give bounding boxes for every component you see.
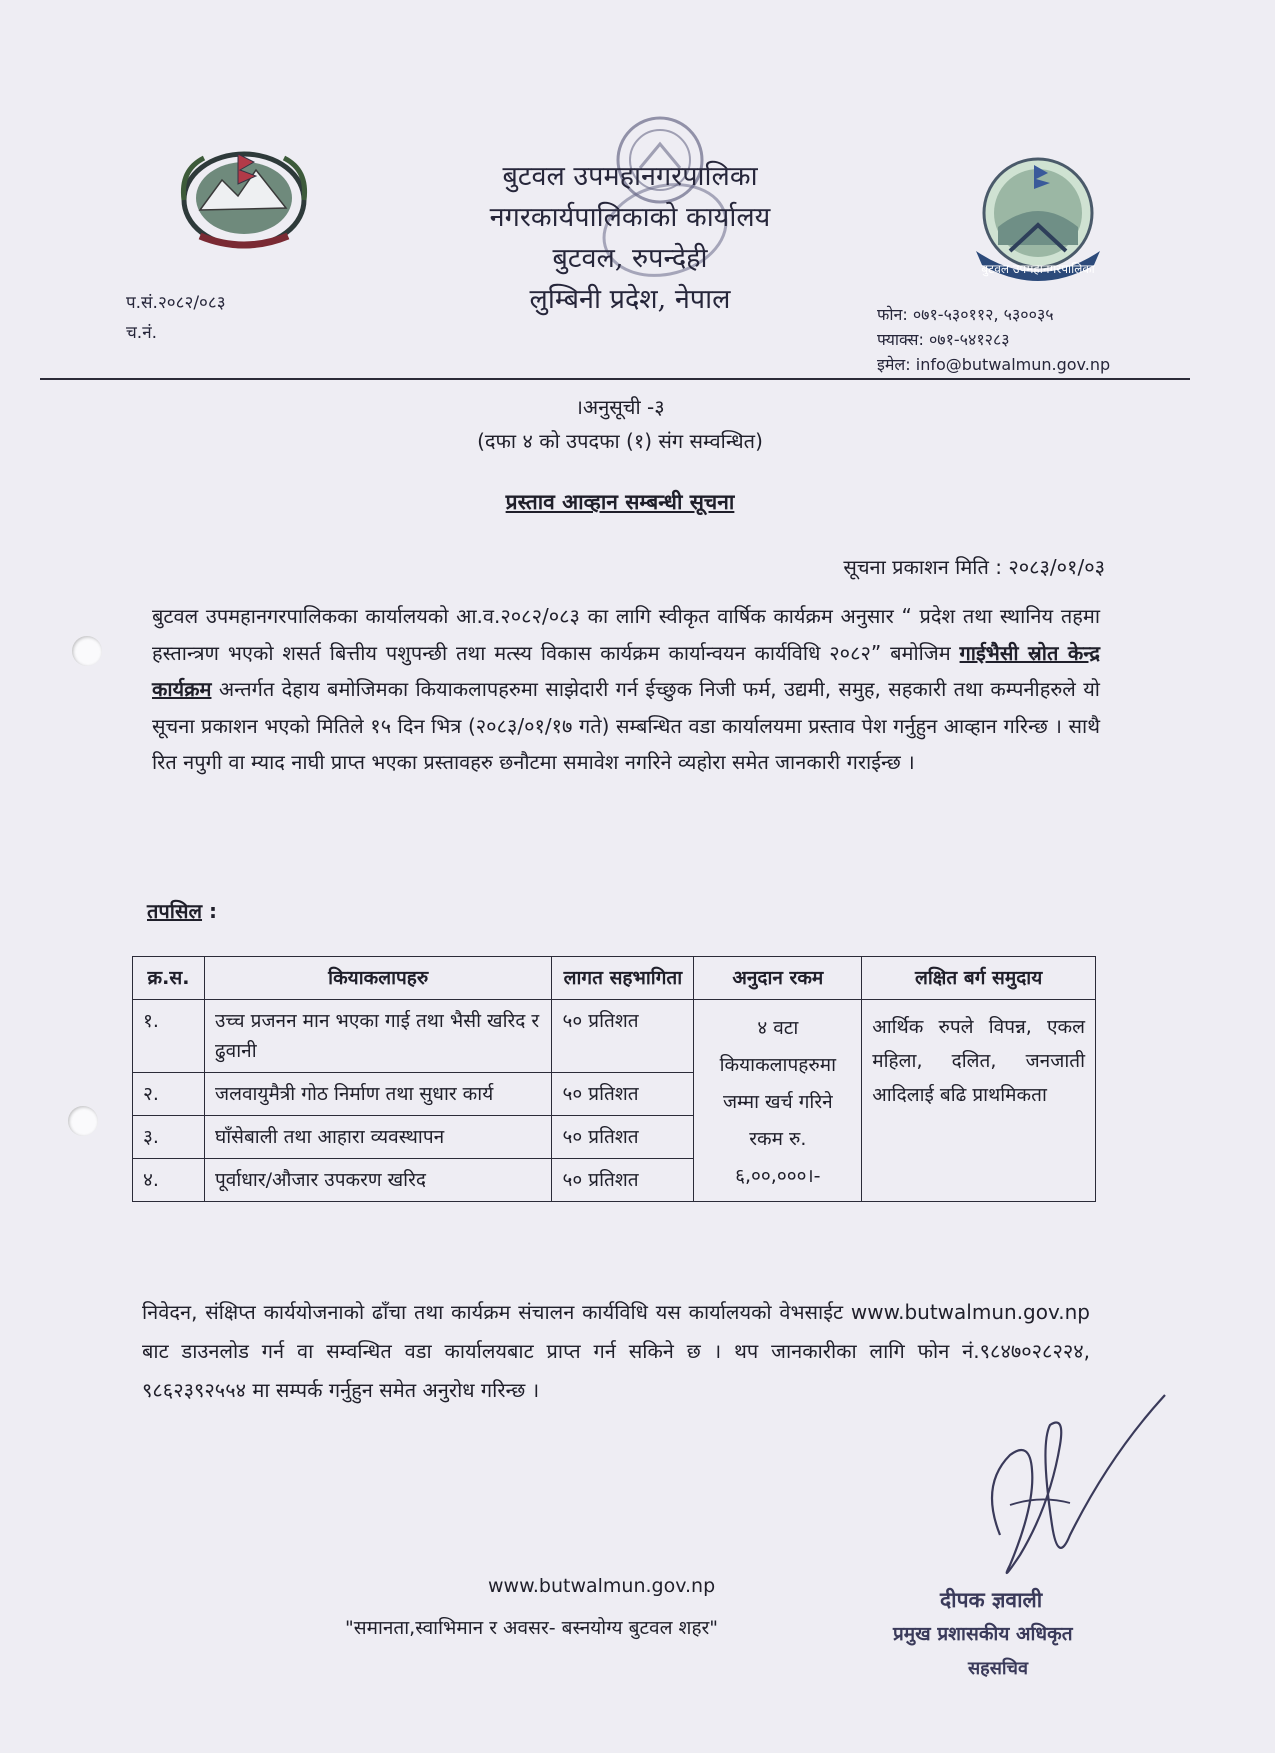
row-activity: घाँसेबाली तथा आहारा व्यवस्थापन [204, 1116, 551, 1159]
org-line-2: नगरकार्यपालिकाको कार्यालय [489, 202, 771, 233]
signatory-role: सहसचिव [968, 1658, 1028, 1679]
col-header-grant: अनुदान रकम [694, 957, 862, 1000]
notice-paragraph [152, 598, 1100, 781]
schedule-block [300, 390, 940, 458]
schedule-title: ।अनुसूची -३ [575, 395, 665, 419]
row-sn: १. [133, 1000, 205, 1073]
signature-icon [940, 1385, 1170, 1595]
col-header-cost-share: लागत सहभागिता [552, 957, 694, 1000]
row-cost-share: ५० प्रतिशत [552, 1159, 694, 1202]
row-cost-share: ५० प्रतिशत [552, 1000, 694, 1073]
publication-date: सूचना प्रकाशन मिति : २०८३/०१/०३ [843, 555, 1105, 579]
email-address: इमेल: info@butwalmun.gov.np [877, 355, 1111, 374]
schedule-subtitle: (दफा ४ को उपदफा (१) संग सम्वन्धित) [477, 429, 763, 453]
signatory-name: दीपक ज्ञवाली [940, 1587, 1043, 1612]
target-group-cell: आर्थिक रुपले विपन्न, एकल महिला, दलित, जनजाती आदिलाई बढि प्राथमिकता [862, 1000, 1096, 1202]
notice-heading [300, 488, 940, 516]
org-line-1: बुटवल उपमहानगरपालिका [502, 161, 758, 192]
header-divider [40, 378, 1190, 380]
table-header-row [133, 957, 1096, 1000]
row-sn: २. [133, 1073, 205, 1116]
butwal-municipality-logo-icon [958, 155, 1118, 290]
row-sn: ४. [133, 1159, 205, 1202]
footer-slogan: "समानता,स्वाभिमान र अवसर- बस्नयोग्य बुटवल शहर" [345, 1617, 719, 1639]
grant-amount-cell: ४ वटा कियाकलापहरुमा जम्मा खर्च गरिने रकम रु. ६,००,०००।- [694, 1000, 862, 1202]
col-header-activities: कियाकलापहरु [204, 957, 551, 1000]
closing-paragraph: निवेदन, संक्षिप्त कार्ययोजनाको ढाँचा तथा कार्यक्रम संचालन कार्यविधि यस कार्यालयको वेभसाईट www.butwalmun.gov.np बाट डाउनलोड गर्न वा सम्वन्धित वडा कार्यालयबाट प्राप्त गर्न सकिने छ । थप जानकारीका लागि फोन नं.९८४७०२८२२४, ९८६२३९२५५४ मा सम्पर्क गर्नुहुन समेत अनुरोध गरिन्छ । [142, 1300, 1090, 1402]
row-cost-share: ५० प्रतिशत [552, 1073, 694, 1116]
org-line-4: लुम्बिनी प्रदेश, नेपाल [529, 284, 731, 315]
row-cost-share: ५० प्रतिशत [552, 1116, 694, 1159]
paragraph-part-2: अन्तर्गत देहाय बमोजिमका कियाकलापहरुमा साझेदारी गर्न ईच्छुक निजी फर्म, उद्यमी, समुह, सहकारी तथा कम्पनीहरुले यो सूचना प्रकाशन भएको मितिले १५ दिन भित्र (२०८३/०१/१७ गते) सम्बन्धित वडा कार्यालयमा प्रस्ताव पेश गर्नुहुन आव्हान गरिन्छ । साथै रित नपुगी वा म्याद नाघी प्राप्त भएका प्रस्तावहरु छनौटमा समावेश नगरिने व्यहोरा समेत जानकारी गराईन्छ । [152, 677, 1100, 774]
col-header-sn: क्र.स. [133, 957, 205, 1000]
details-label-colon: : [202, 899, 217, 923]
row-activity: उच्च प्रजनन मान भएका गाई तथा भैसी खरिद र ढुवानी [204, 1000, 551, 1073]
program-name: गाईभैसी स्रोत केन्द्र कार्यक्रम [152, 640, 1101, 701]
activities-table [132, 956, 1096, 1202]
details-label-text: तपसिल [147, 899, 203, 923]
nepal-emblem-icon [160, 140, 328, 260]
reference-block [126, 288, 226, 348]
contact-block [877, 302, 1110, 377]
punch-hole-top [72, 636, 102, 666]
notice-heading-text: प्रस्ताव आव्हान सम्बन्धी सूचना [505, 490, 735, 514]
row-activity: पूर्वाधार/औजार उपकरण खरिद [204, 1159, 551, 1202]
dispatch-number: च.नं. [126, 323, 158, 343]
col-header-target-group: लक्षित बर्ग समुदाय [862, 957, 1096, 1000]
paragraph-part-1: बुटवल उपमहानगरपालिकका कार्यालयको आ.व.२०८२/०८३ का लागि स्वीकृत वार्षिक कार्यक्रम अनुसार “ प्रदेश तथा स्थानिय तहमा हस्तान्त्रण भएको शसर्त बित्तीय पशुपन्छी तथा मत्स्य विकास कार्यक्रम कार्यान्वयन कार्यविधि २०८२” बमोजिम [152, 604, 1100, 665]
fax-number: फ्याक्स: ०७१-५४१२८३ [877, 330, 1010, 349]
punch-hole-bottom [68, 1106, 98, 1136]
details-label [147, 897, 217, 924]
signatory-title: प्रमुख प्रशासकीय अधिकृत [893, 1623, 1073, 1645]
reference-number: प.सं.२०८२/०८३ [126, 293, 226, 313]
row-activity: जलवायुमैत्री गोठ निर्माण तथा सुधार कार्य [204, 1073, 551, 1116]
row-sn: ३. [133, 1116, 205, 1159]
phone-number: फोन: ०७१-५३०११२, ५३००३५ [877, 305, 1054, 324]
organization-header [380, 156, 880, 320]
table-row [133, 1000, 1096, 1073]
logo-caption: बुटवल उपमहानगरपालिका [981, 262, 1095, 276]
org-line-3: बुटवल, रुपन्देही [552, 243, 708, 274]
footer-website: www.butwalmun.gov.np [488, 1575, 716, 1597]
